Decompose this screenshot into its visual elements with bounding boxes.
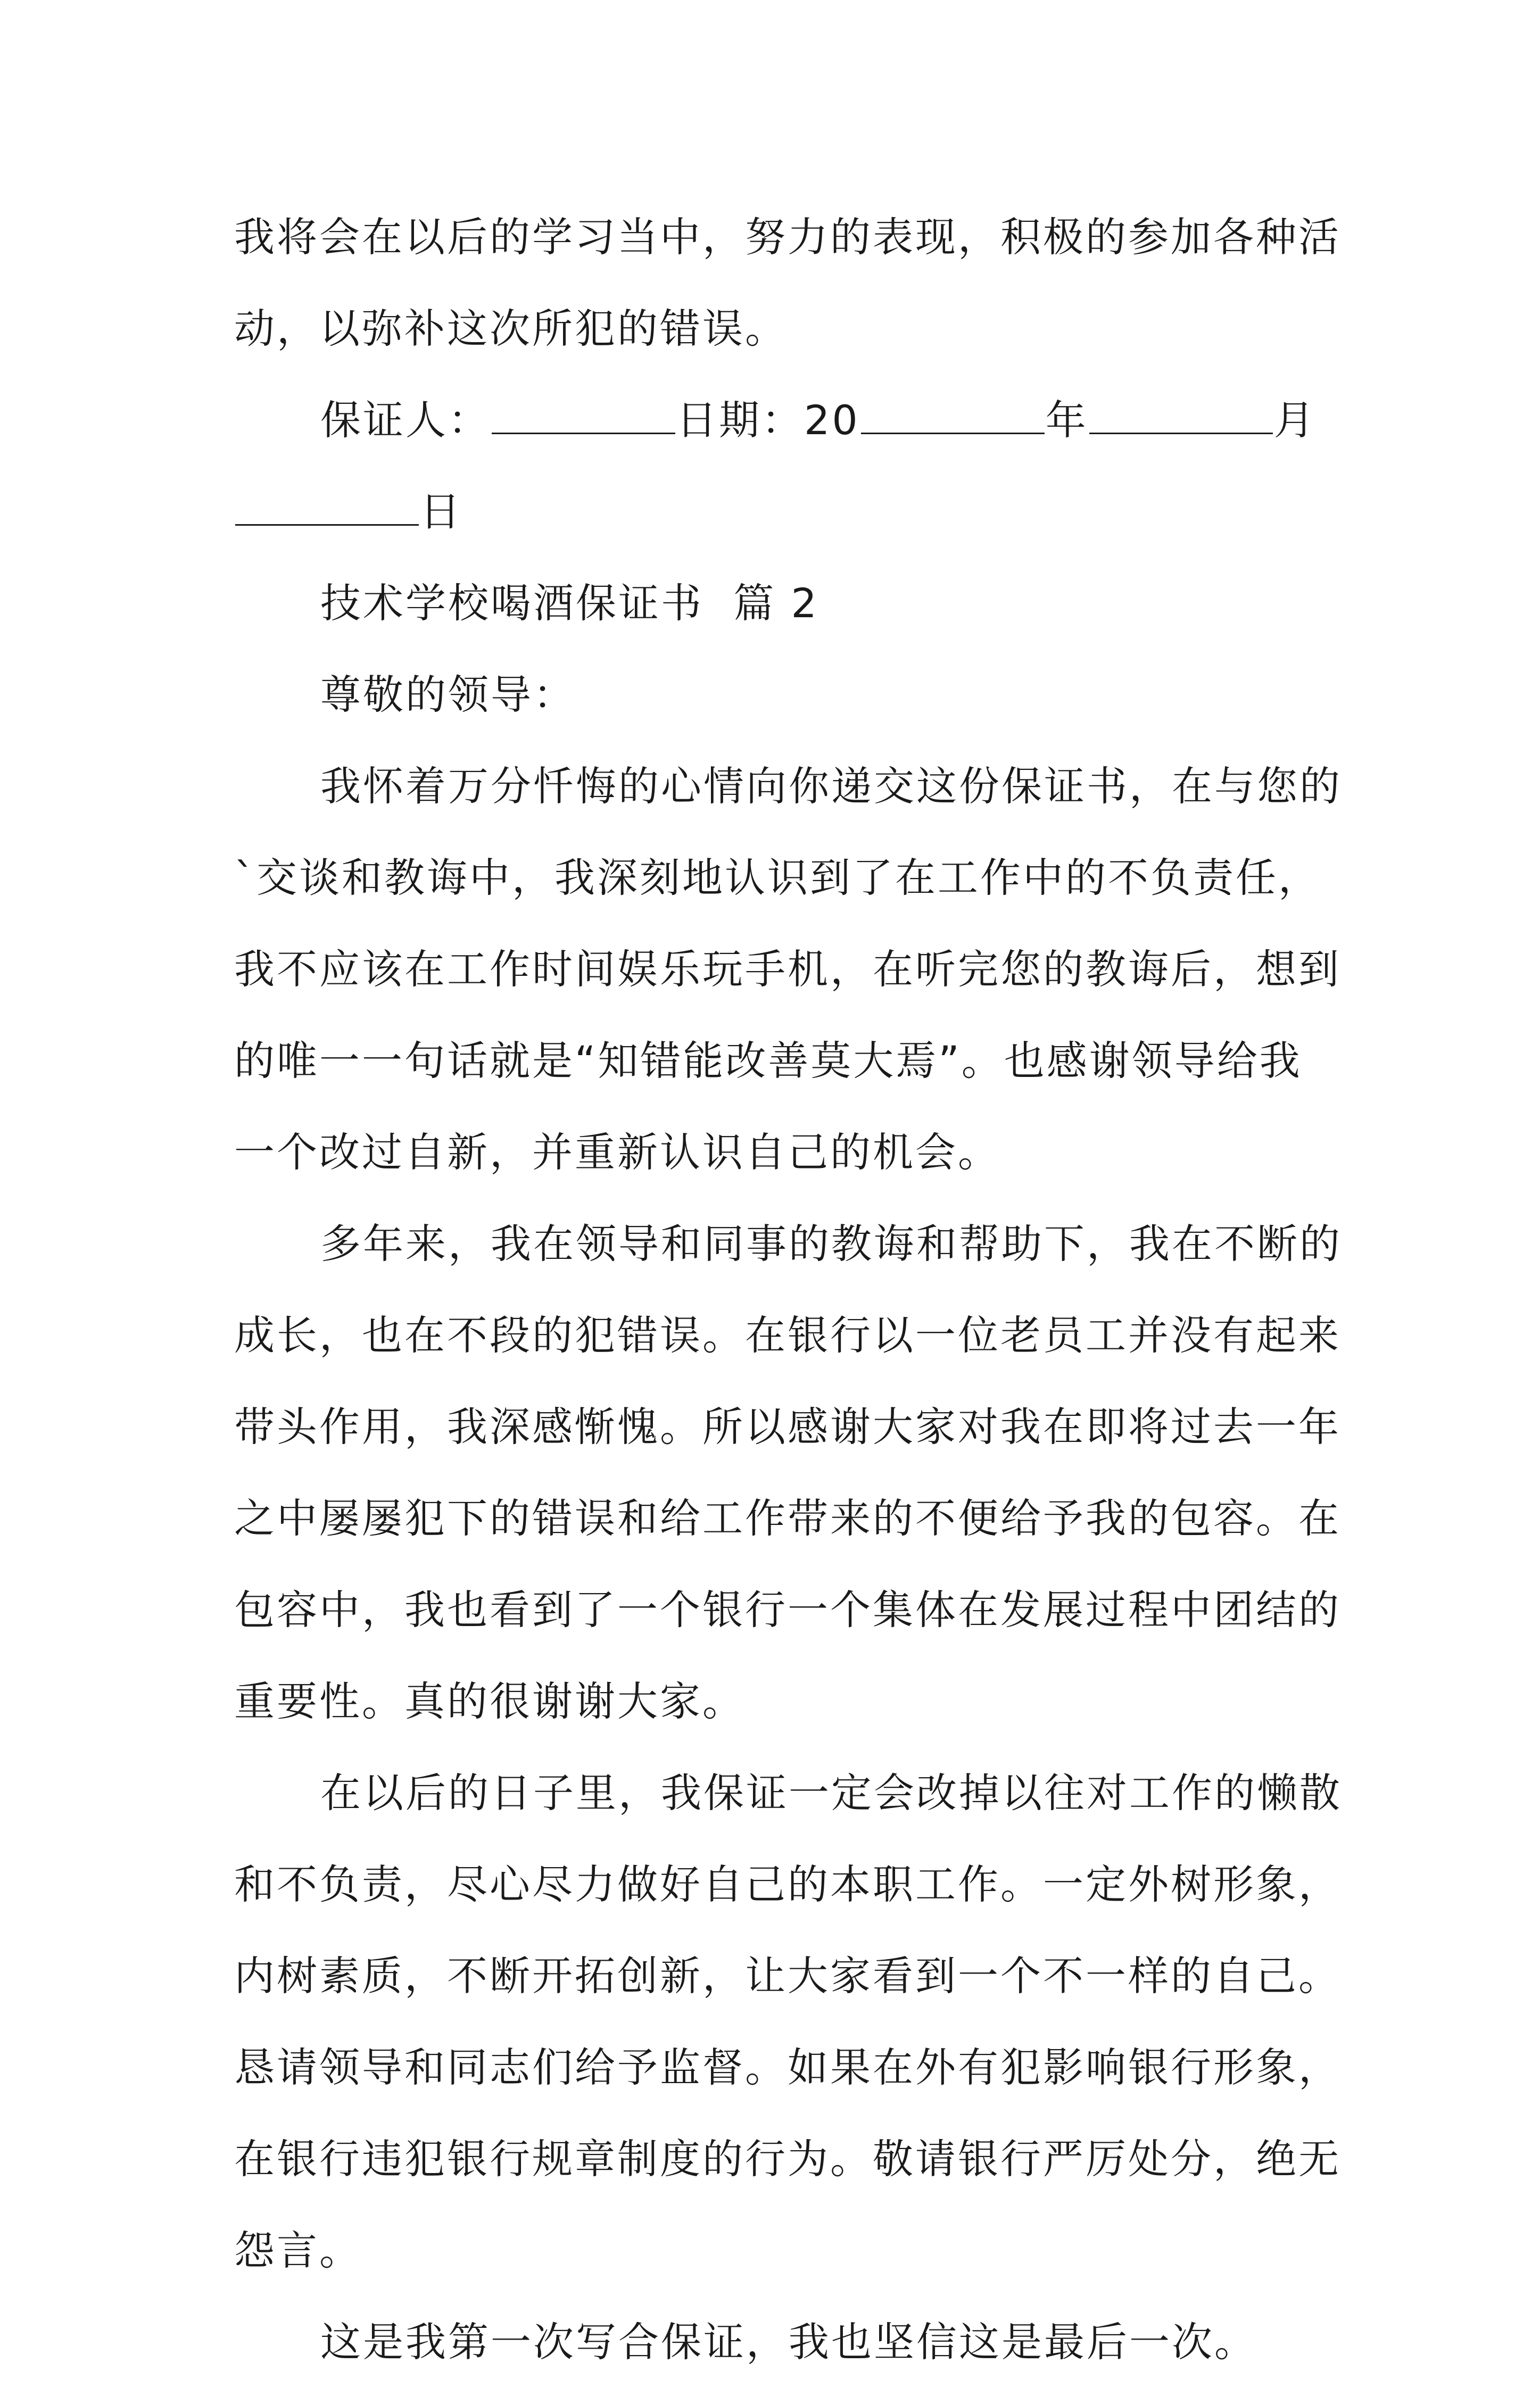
body-line: 怨言。 [234,2227,362,2274]
document-content [234,192,1342,2388]
body-line: 这是我第一次写合保证，我也坚信这是最后一次。 [320,2318,1257,2366]
body-line: `交谈和教诲中，我深刻地认识到了在工作中的不负责任， [234,854,1321,901]
section-title: 技术学校喝酒保证书 篇 2 [320,579,819,627]
body-line: 我不应该在工作时间娱乐玩手机，在听完您的教诲后，想到 [234,946,1341,993]
body-line: 我怀着万分忏悔的心情向你递交这份保证书，在与您的 [320,762,1342,810]
body-line: 重要性。真的很谢谢大家。 [234,1678,745,1725]
body-line: 恳请领导和同志们给予监督。如果在外有犯影响银行形象， [234,2044,1341,2091]
year-blank [861,401,1045,434]
body-line: 之中屡屡犯下的错误和给工作带来的不便给予我的包容。在 [234,1495,1341,1542]
day-label: 日 [420,488,462,535]
guarantor-label: 保证人： [320,396,491,444]
month-blank [1089,401,1273,434]
month-label: 月 [1273,396,1317,444]
guarantor-blank [492,401,675,434]
signature-line [234,375,1320,466]
body-line: 在银行违犯银行规章制度的行为。敬请银行严厉处分，绝无 [234,2135,1341,2183]
body-line: 在以后的日子里，我保证一定会改掉以往对工作的懒散 [320,1769,1342,1817]
date-label: 日期：20 [676,396,860,444]
body-line: 多年来，我在领导和同事的教诲和帮助下，我在不断的 [320,1220,1342,1267]
text-line: 动，以弥补这次所犯的错误。 [234,305,788,352]
salutation: 尊敬的领导： [320,671,576,718]
body-line: 成长，也在不段的犯错误。在银行以一位老员工并没有起来 [234,1312,1341,1359]
body-line: 包容中，我也看到了一个银行一个集体在发展过程中团结的 [234,1586,1341,1634]
body-line: 一个改过自新，并重新认识自己的机会。 [234,1129,1000,1176]
body-line: 和不负责，尽心尽力做好自己的本职工作。一定外树形象， [234,1861,1341,1908]
body-line: 的唯一一句话就是“知错能改善莫大焉”。也感谢领导给我 [234,1037,1302,1084]
body-line: 内树素质，不断开拓创新，让大家看到一个不一样的自己。 [234,1952,1341,2000]
year-label: 年 [1045,396,1088,444]
body-line: 带头作用，我深感惭愧。所以感谢大家对我在即将过去一年 [234,1403,1341,1450]
signature-day-line [234,466,1320,558]
text-line: 我将会在以后的学习当中，努力的表现，积极的参加各种活 [234,213,1341,261]
day-blank [235,492,419,526]
